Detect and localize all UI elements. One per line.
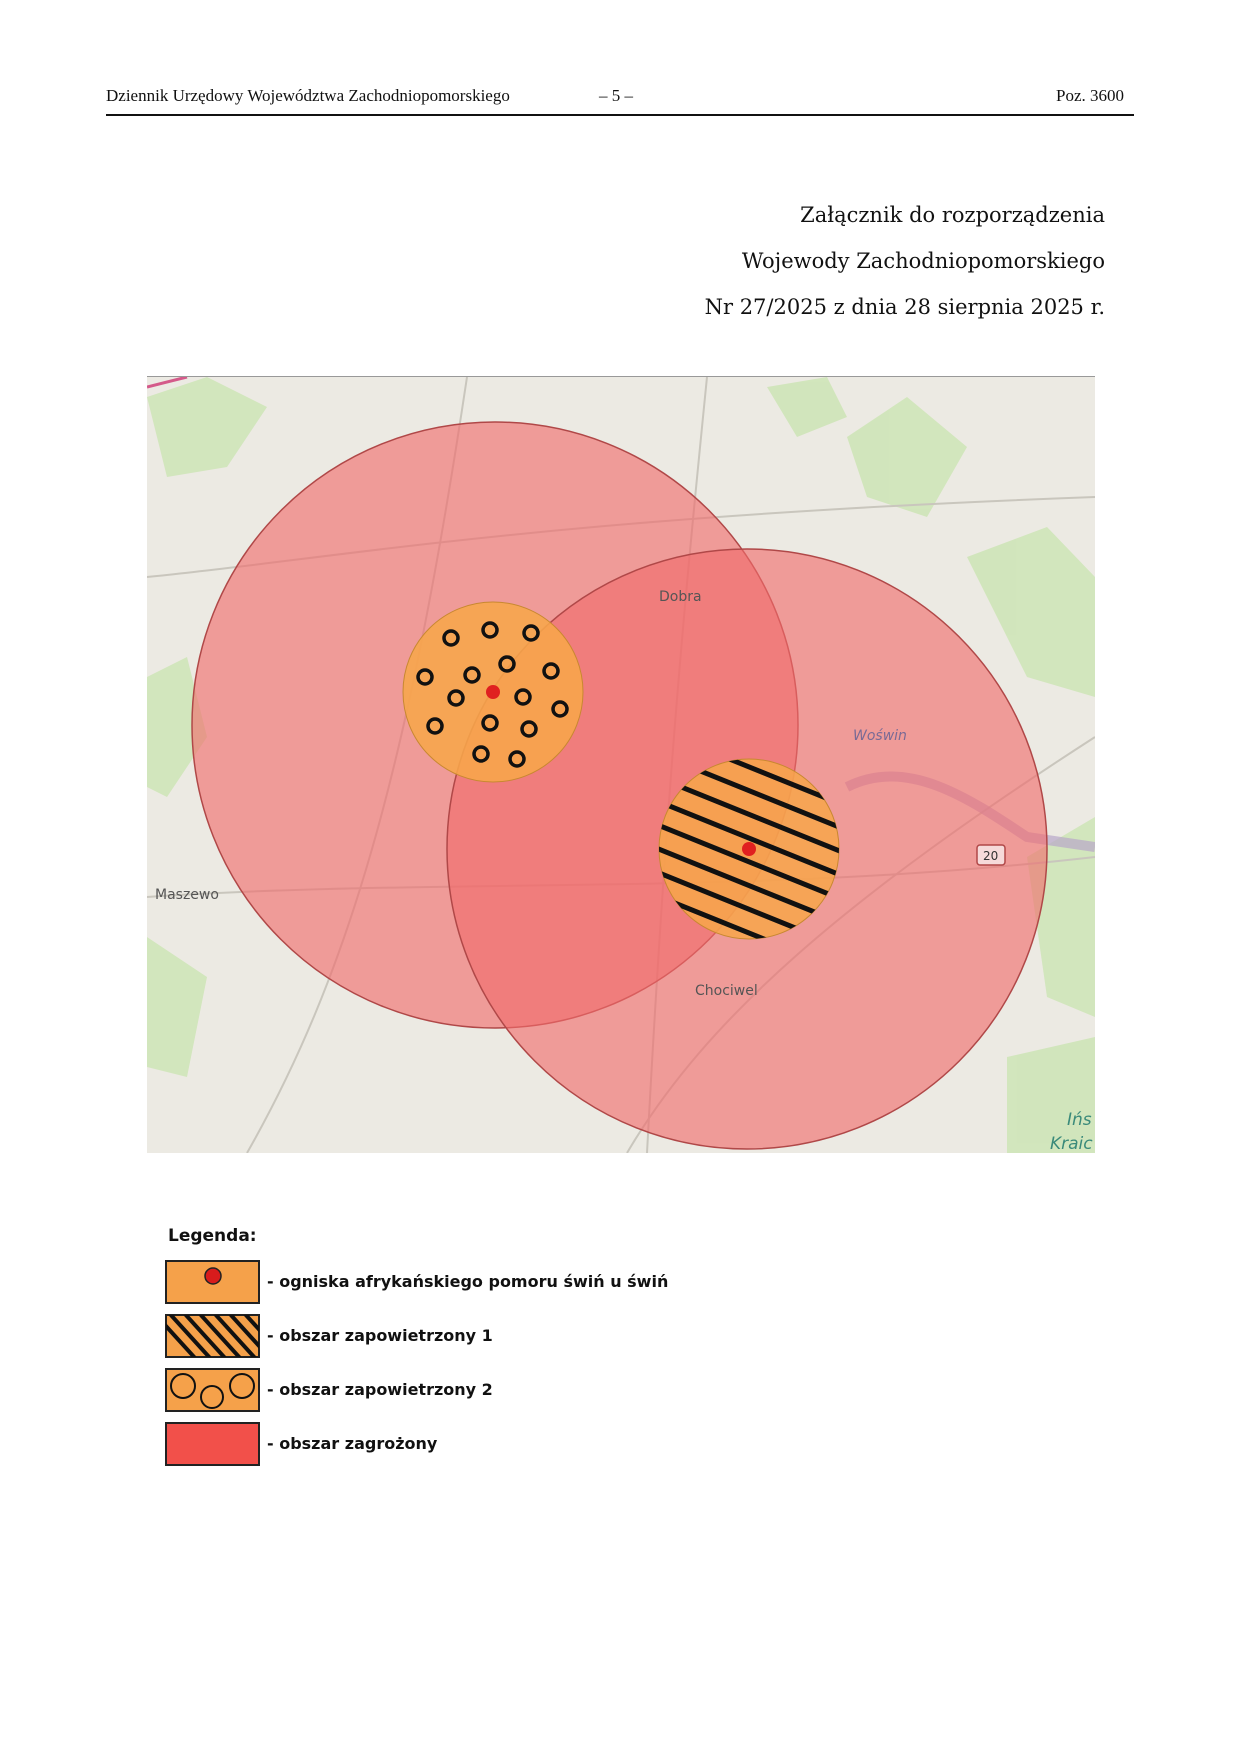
label-dobra: Dobra [659, 589, 702, 605]
outbreak-dot-2 [742, 842, 756, 856]
label-road-20: 20 [983, 849, 999, 863]
map-svg [147, 377, 1095, 1153]
legend-title: Legenda: [168, 1226, 257, 1246]
legend-label-zone-2: - obszar zapowietrzony 2 [267, 1380, 493, 1399]
circles-pattern-icon [165, 1368, 260, 1412]
page-number: – 5 – [599, 86, 633, 105]
hatch-pattern-icon [165, 1314, 260, 1358]
label-chociwel: Chociwel [695, 983, 758, 999]
label-maszewo: Maszewo [155, 887, 219, 903]
annex-line-2: Wojewody Zachodniopomorskiego [741, 249, 1105, 273]
legend-label-threatened: - obszar zagrożony [267, 1434, 438, 1453]
journal-title: Dziennik Urzędowy Województwa Zachodniopomorskiego [106, 86, 510, 105]
annex-heading [705, 192, 1105, 330]
outbreak-dot-icon [165, 1260, 260, 1304]
label-corner-1: Ińs [1067, 1110, 1092, 1130]
annex-line-1: Załącznik do rozporządzenia [800, 203, 1105, 227]
label-woswin: Woświn [853, 728, 907, 744]
legend-label-outbreak: - ogniska afrykańskiego pomoru świń u świń [267, 1272, 669, 1291]
red-fill-icon [165, 1422, 260, 1466]
zone-map [147, 376, 1095, 1153]
page-header [106, 84, 1134, 116]
annex-line-3: Nr 27/2025 z dnia 28 sierpnia 2025 r. [704, 295, 1105, 319]
position-number: Poz. 3600 [1056, 86, 1124, 105]
map-legend [163, 1226, 723, 1476]
outbreak-dot-1 [486, 685, 500, 699]
legend-label-zone-1: - obszar zapowietrzony 1 [267, 1326, 493, 1345]
label-corner-2: Kraic [1050, 1134, 1093, 1153]
